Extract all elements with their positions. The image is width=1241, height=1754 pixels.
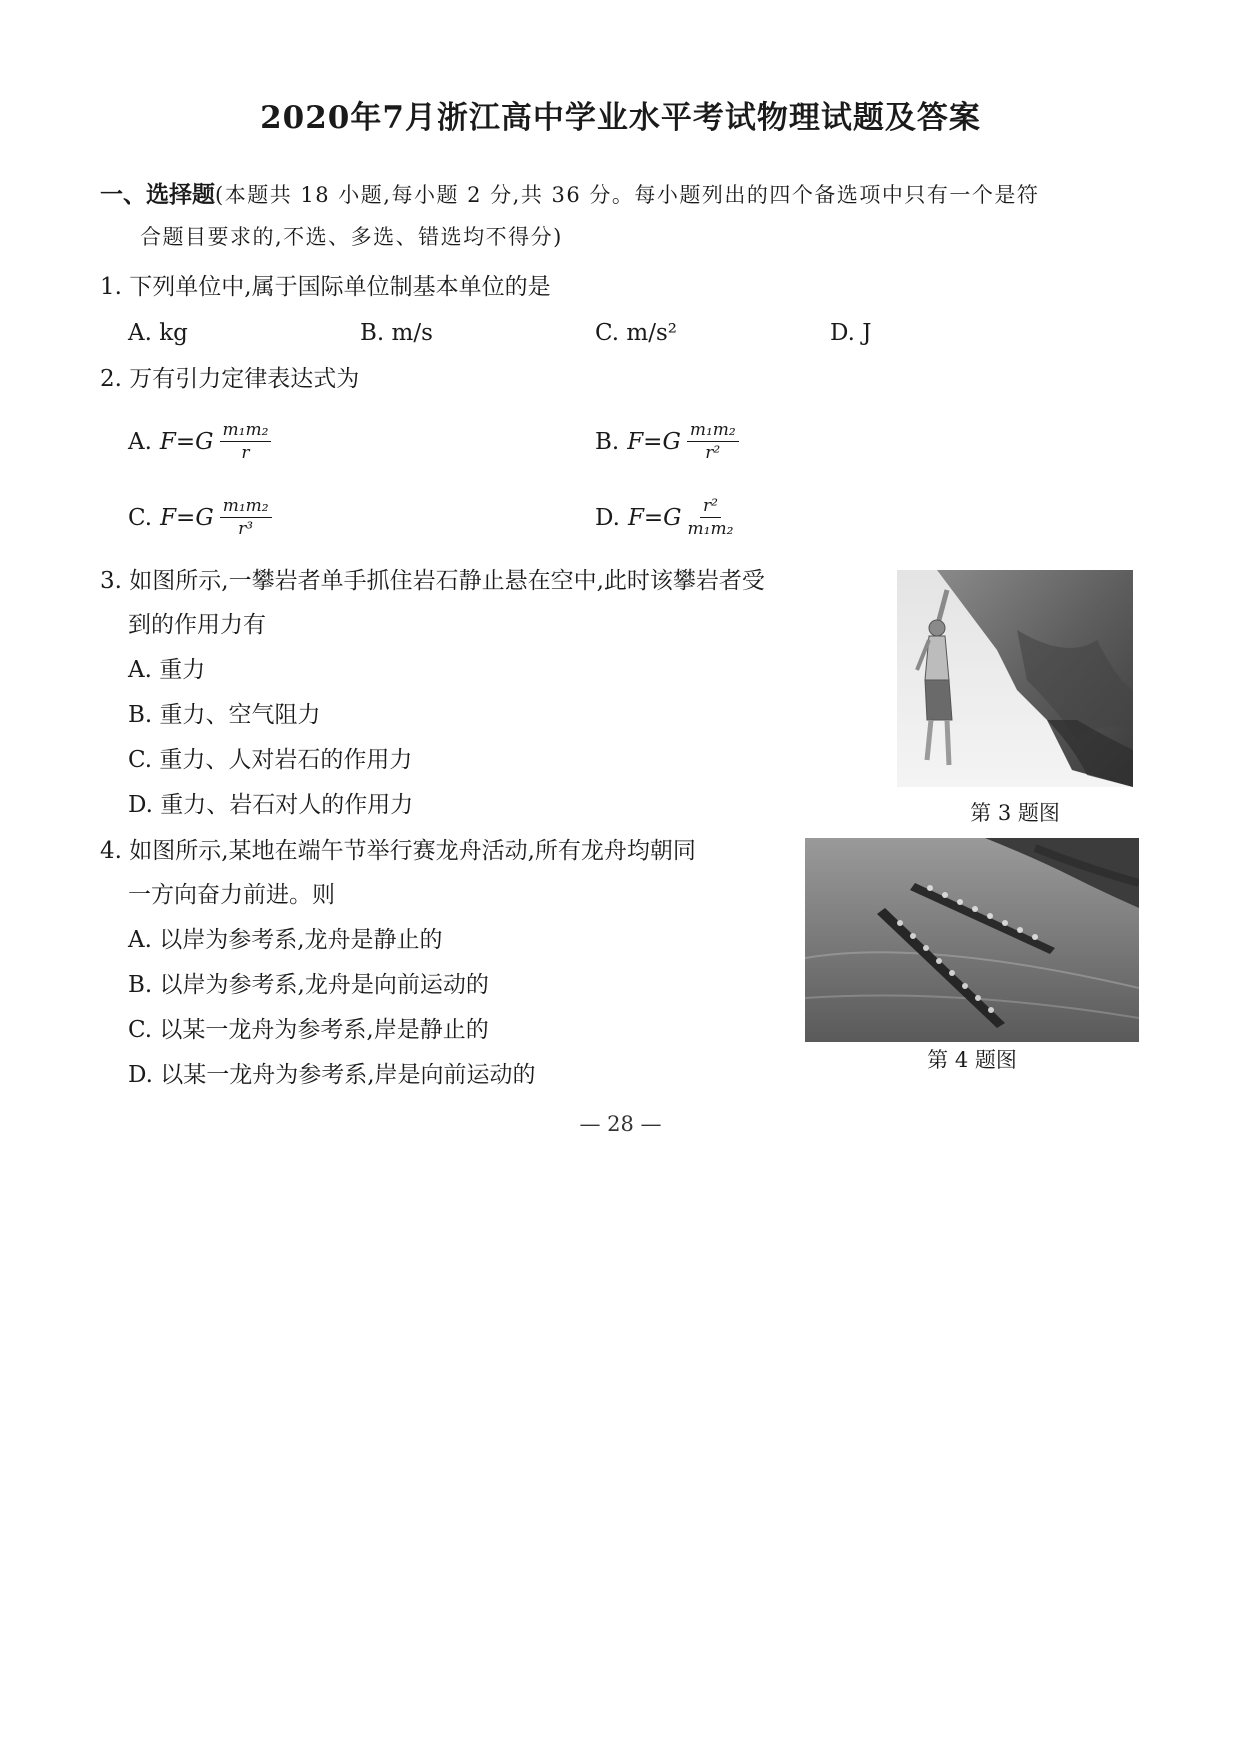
- q4-stem-line1: 4. 如图所示,某地在端午节举行赛龙舟活动,所有龙舟均朝同: [100, 838, 696, 864]
- q2-option-b-denominator: r²: [705, 443, 721, 463]
- q2-option-b-numerator: m₁m₂: [687, 420, 739, 442]
- q1-stem: 1. 下列单位中,属于国际单位制基本单位的是: [100, 274, 551, 300]
- dragon-boat-illustration: [805, 838, 1139, 1042]
- q4-stem-line2: 一方向奋力前进。则: [128, 882, 335, 908]
- section-note-line2-wrap: [140, 222, 563, 252]
- q2-option-a-denominator: r: [241, 443, 250, 463]
- q4-figure-caption: 第 4 题图: [927, 1048, 1017, 1072]
- q2-option-a-numerator: m₁m₂: [220, 420, 272, 442]
- page-number: — 28 —: [579, 1112, 662, 1136]
- section-note-line2: 合题目要求的,不选、多选、错选均不得分): [140, 225, 563, 249]
- q2-option-c-denominator: r³: [238, 519, 254, 539]
- q1-option-d: D. J: [830, 320, 872, 346]
- q2-option-b-lhs: F=G: [627, 428, 681, 455]
- q2-option-b-label: B.: [595, 428, 620, 455]
- q2-option-c-lhs: F=G: [160, 504, 214, 531]
- section-title: 一、选择题: [100, 182, 215, 208]
- q2-option-d-denominator: m₁m₂: [687, 519, 734, 539]
- q2-option-c: [128, 496, 272, 539]
- section-heading: [100, 180, 1039, 210]
- section-note-line1: (本题共 18 小题,每小题 2 分,共 36 分。每小题列出的四个备选项中只有一个是符: [215, 183, 1040, 207]
- q4-figure-dragon-boat-photo: [805, 838, 1139, 1042]
- q2-option-a-fraction: [220, 420, 272, 463]
- q2-stem: 2. 万有引力定律表达式为: [100, 366, 360, 392]
- q3-option-c: C. 重力、人对岩石的作用力: [128, 747, 413, 773]
- q2-option-c-fraction: [220, 496, 272, 539]
- q2-option-a-label: A.: [128, 428, 152, 455]
- q3-option-a: A. 重力: [128, 657, 206, 683]
- q2-option-b: [595, 420, 739, 463]
- q1-option-c: C. m/s²: [595, 320, 677, 346]
- q3-option-b: B. 重力、空气阻力: [128, 702, 321, 728]
- q4-option-b: B. 以岸为参考系,龙舟是向前运动的: [128, 972, 489, 998]
- q3-stem-line1: 3. 如图所示,一攀岩者单手抓住岩石静止悬在空中,此时该攀岩者受: [100, 568, 765, 594]
- q2-option-d-numerator: r²: [700, 496, 721, 518]
- q2-option-a: [128, 420, 271, 463]
- climber-illustration: [897, 570, 1133, 787]
- page-title: 2020年7月浙江高中学业水平考试物理试题及答案: [260, 100, 981, 136]
- q4-option-c: C. 以某一龙舟为参考系,岸是静止的: [128, 1017, 489, 1043]
- q3-stem-line2: 到的作用力有: [128, 612, 266, 638]
- q2-option-c-label: C.: [128, 504, 153, 531]
- q4-option-a: A. 以岸为参考系,龙舟是静止的: [128, 927, 443, 953]
- q3-figure-caption: 第 3 题图: [970, 801, 1060, 825]
- q2-option-d: [595, 496, 733, 539]
- q1-option-b: B. m/s: [360, 320, 433, 346]
- q2-option-d-fraction: [688, 496, 734, 539]
- q4-option-d: D. 以某一龙舟为参考系,岸是向前运动的: [128, 1062, 536, 1088]
- q3-figure-climber-photo: [897, 570, 1133, 787]
- q3-option-d: D. 重力、岩石对人的作用力: [128, 792, 414, 818]
- q2-option-d-label: D.: [595, 504, 620, 531]
- q2-option-a-lhs: F=G: [159, 428, 214, 455]
- q2-option-d-lhs: F=G: [627, 504, 682, 531]
- q2-option-b-fraction: [687, 420, 739, 463]
- q2-option-c-numerator: m₁m₂: [220, 496, 272, 518]
- q1-option-a: A. kg: [128, 320, 188, 346]
